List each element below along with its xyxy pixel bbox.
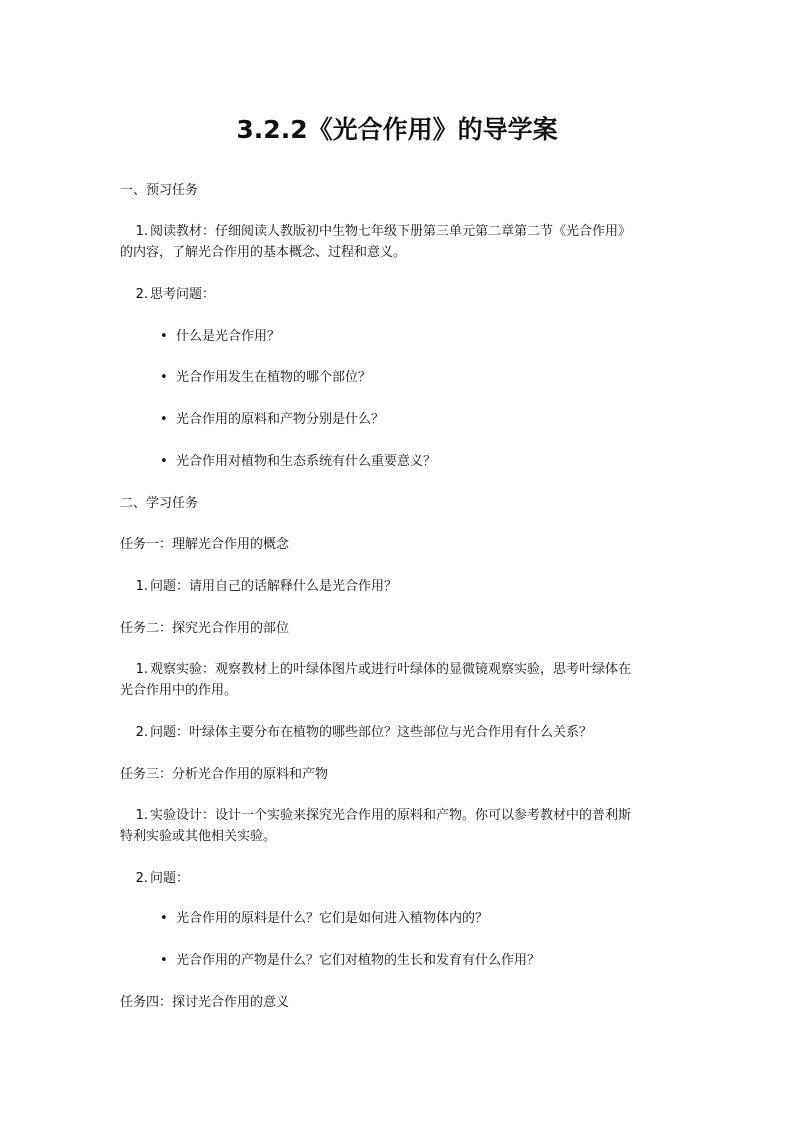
task-1-item-1: 1. 问题：请用自己的话解释什么是光合作用？ <box>120 576 680 597</box>
task-3-item-2: 2. 问题： <box>120 868 680 889</box>
list-item: • 光合作用的原料和产物分别是什么？ <box>160 409 384 430</box>
bullet-icon: • <box>160 412 168 427</box>
page-title: 3.2.2《光合作用》的导学案 <box>236 115 558 144</box>
list-number: 1. <box>135 808 148 823</box>
bullet-icon: • <box>160 329 168 344</box>
preview-item-1-line-2: 的内容，了解光合作用的基本概念、过程和意义。 <box>120 245 407 260</box>
list-item: • 光合作用的原料是什么？它们是如何进入植物体内的？ <box>160 908 488 929</box>
preview-item-1 <box>120 221 680 242</box>
list-number: 1. <box>135 662 148 677</box>
list-number: 1. <box>135 579 148 594</box>
task-1-heading: 任务一：理解光合作用的概念 <box>120 537 290 552</box>
preview-item-2-text: 思考问题： <box>150 287 216 302</box>
list-number: 2. <box>135 871 148 886</box>
preview-item-1-line-1: 阅读教材：仔细阅读人教版初中生物七年级下册第三单元第二章第二节《光合作用》 <box>150 224 632 239</box>
task-2-item-2: 2. 问题：叶绿体主要分布在植物的哪些部位？这些部位与光合作用有什么关系？ <box>120 722 680 743</box>
list-item: • 光合作用的产物是什么？它们对植物的生长和发育有什么作用？ <box>160 950 540 971</box>
bullet-icon: • <box>160 911 168 926</box>
section-heading-preview: 一、预习任务 <box>120 183 199 198</box>
list-item: • 光合作用对植物和生态系统有什么重要意义？ <box>160 451 436 472</box>
task-2-item-1: 1. 观察实验：观察教材上的叶绿体图片或进行叶绿体的显微镜观察实验，思考叶绿体在 <box>120 659 680 680</box>
task-3-item-1: 1. 实验设计：设计一个实验来探究光合作用的原料和产物。你可以参考教材中的普利斯 <box>120 805 680 826</box>
bullet-icon: • <box>160 454 168 469</box>
task-2-heading: 任务二：探究光合作用的部位 <box>120 621 290 636</box>
task-3-item-1-line-2: 特利实验或其他相关实验。 <box>120 829 277 844</box>
task-3-heading: 任务三：分析光合作用的原料和产物 <box>120 767 329 782</box>
preview-item-2 <box>120 284 680 305</box>
task-4-heading: 任务四：探讨光合作用的意义 <box>120 995 290 1010</box>
list-number: 2. <box>135 725 148 740</box>
bullet-icon: • <box>160 953 168 968</box>
list-item: • 光合作用发生在植物的哪个部位？ <box>160 367 371 388</box>
list-number: 1. <box>135 224 148 239</box>
task-2-item-1-line-2: 光合作用中的作用。 <box>120 683 238 698</box>
list-number: 2. <box>135 287 148 302</box>
bullet-icon: • <box>160 370 168 385</box>
list-item: • 什么是光合作用？ <box>160 326 280 347</box>
section-heading-learning: 二、学习任务 <box>120 496 199 511</box>
